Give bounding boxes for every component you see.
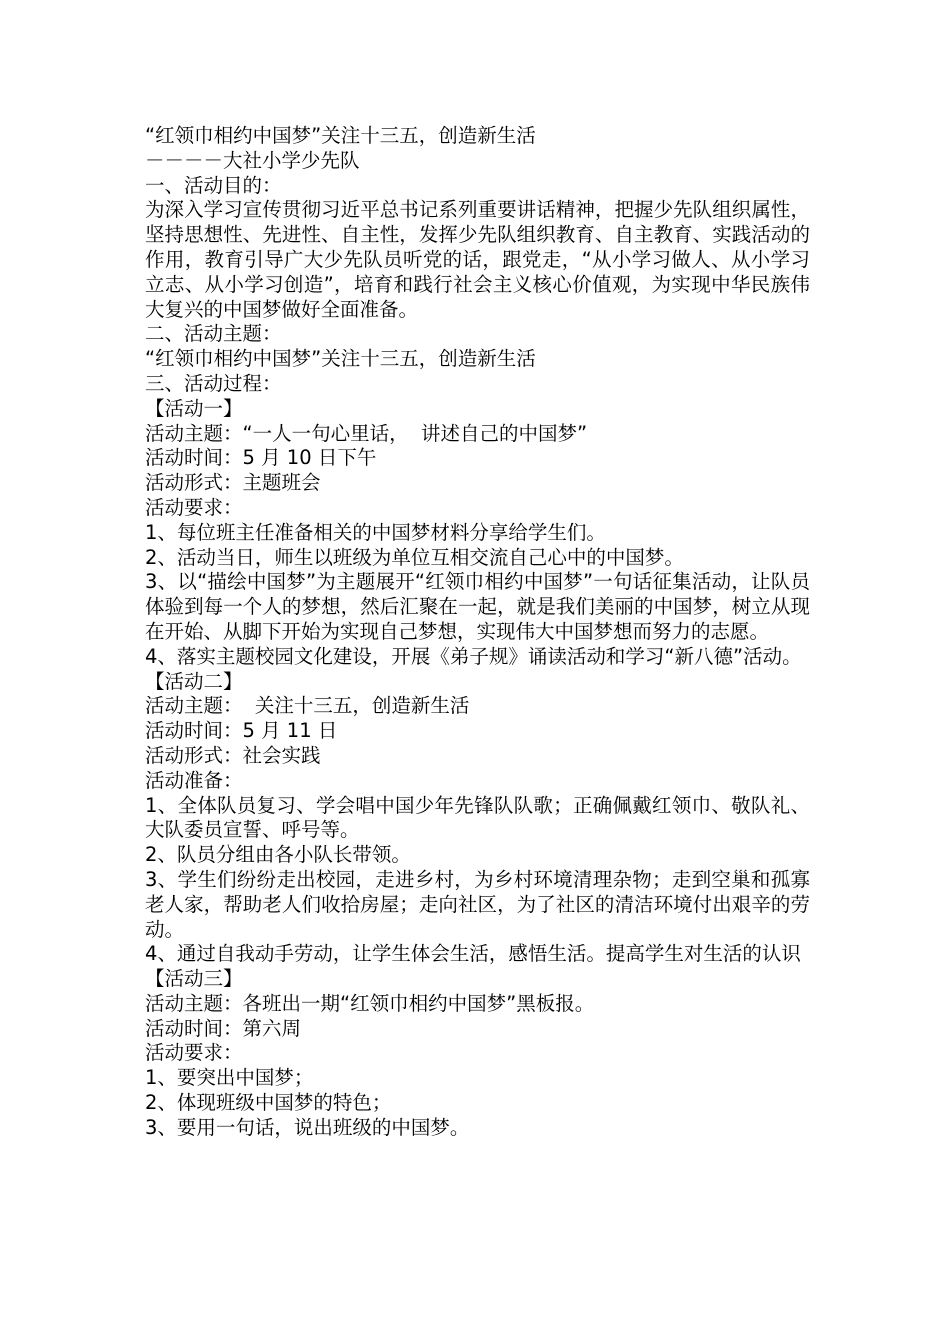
activity-1-item: 3、以“描绘中国梦”为主题展开“红领巾相约中国梦”一句话征集活动，让队员体验到每一个人的梦想，然后汇聚在一起，就是我们美丽的中国梦，树立从现在开始、从脚下开始为实现自己梦想，实现伟大中国梦想而努力的志愿。 (145, 570, 810, 643)
section-2-text: “红领巾相约中国梦”关注十三五，创造新生活 (145, 347, 536, 371)
activity-1-item: 2、活动当日，师生以班级为单位互相交流自己心中的中国梦。 (145, 545, 684, 569)
activity-3-item: 2、体现班级中国梦的特色； (145, 1091, 392, 1115)
activity-2-prep-label: 活动准备： (145, 768, 243, 792)
activity-2-heading: 【活动二】 (145, 669, 243, 693)
activity-3-theme: 活动主题：各班出一期“红领巾相约中国梦”黑板报。 (145, 991, 595, 1015)
activity-1-heading: 【活动一】 (145, 396, 243, 420)
activity-2-form: 活动形式：社会实践 (145, 743, 321, 767)
document-body (145, 124, 810, 1141)
activity-2-time: 活动时间：5 月 11 日 (145, 719, 338, 743)
section-1-text: 为深入学习宣传贯彻习近平总书记系列重要讲话精神，把握少先队组织属性，坚持思想性、先进性、自主性，发挥少先队组织教育、自主教育、实践活动的作用，教育引导广大少先队员听党的话，跟党走，“从小学习做人、从小学习立志、从小学习创造”，培育和践行社会主义核心价值观，为实现中华民族伟大复兴的中国梦做好全面准备。 (145, 198, 810, 321)
activity-3-item: 1、要突出中国梦； (145, 1066, 314, 1090)
activity-3-heading: 【活动三】 (145, 967, 243, 991)
section-3-heading: 三、活动过程： (145, 371, 282, 395)
activity-1-item: 4、落实主题校园文化建设，开展《弟子规》诵读活动和学习“新八德”活动。 (145, 644, 802, 668)
activity-3-item: 3、要用一句话，说出班级的中国梦。 (145, 1115, 470, 1139)
activity-1-theme: 活动主题：“一人一句心里话， 讲述自己的中国梦” (145, 421, 588, 445)
activity-1-form: 活动形式：主题班会 (145, 471, 321, 495)
section-2-heading: 二、活动主题： (145, 322, 282, 346)
activity-1-time: 活动时间：5 月 10 日下午 (145, 446, 377, 470)
activity-2-item: 2、队员分组由各小队长带领。 (145, 843, 411, 867)
activity-2-theme: 活动主题： 关注十三五，创造新生活 (145, 694, 470, 718)
activity-1-item: 1、每位班主任准备相关的中国梦材料分享给学生们。 (145, 520, 606, 544)
section-1-heading: 一、活动目的： (145, 173, 282, 197)
activity-2-item: 1、全体队员复习、学会唱中国少年先锋队队歌；正确佩戴红领巾、敬队礼、大队委员宣誓、呼号等。 (145, 793, 810, 842)
doc-author: －－－－大社小学少先队 (145, 148, 360, 172)
activity-2-item: 3、学生们纷纷走出校园，走进乡村，为乡村环境清理杂物；走到空巢和孤寡老人家，帮助老人们收拾房屋；走向社区，为了社区的清洁环境付出艰辛的劳动。 (145, 867, 810, 941)
activity-1-req-label: 活动要求： (145, 495, 243, 519)
activity-3-time: 活动时间：第六周 (145, 1016, 302, 1040)
activity-3-req-label: 活动要求： (145, 1041, 243, 1065)
activity-2-item: 4、通过自我动手劳动，让学生体会生活，感悟生活。提高学生对生活的认识 (145, 942, 801, 966)
doc-title: “红领巾相约中国梦”关注十三五，创造新生活 (145, 124, 536, 147)
